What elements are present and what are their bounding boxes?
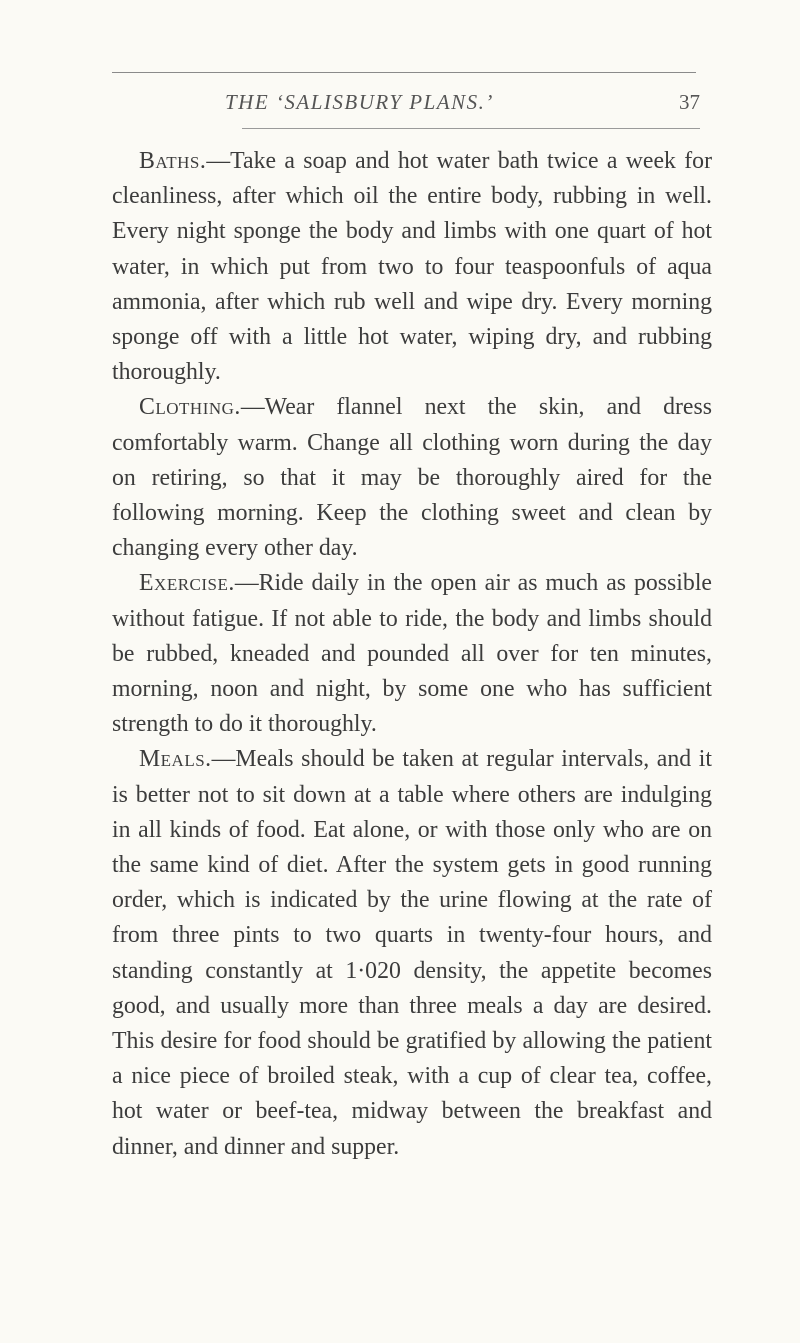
- section-heading-clothing: Clothing.: [139, 394, 241, 421]
- page-body: [112, 144, 712, 1165]
- section-text-baths: —Take a soap and hot water bath twice a week for cleanliness, after which oil the entire body, rubbing in well. Every night sponge the body and limbs with one quart of hot water, in which put from two to four teaspoonfuls of aqua ammonia, after which rub well and wipe dry. Every morning sponge off with a little hot water, wiping dry, and rubbing thoroughly.: [112, 148, 712, 386]
- running-header: [225, 90, 700, 120]
- section-text-exercise: —Ride daily in the open air as much as possible without fatigue. If not able to ride, the body and limbs should be rubbed, kneaded and pounded all over for ten minutes, morning, noon and night, by some one who has sufficient strength to do it thoroughly.: [112, 570, 712, 738]
- section-heading-baths: Baths.: [139, 148, 207, 174]
- section-heading-meals: Meals.: [139, 746, 212, 773]
- paragraph-exercise: [112, 566, 712, 742]
- paragraph-clothing: [112, 390, 712, 566]
- paragraph-baths: [112, 144, 712, 390]
- header-rule-top: [112, 72, 696, 73]
- section-text-clothing: —Wear flannel next the skin, and dress comfortably warm. Change all clothing worn during the day on retiring, so that it may be thoroughly aired for the following morning. Keep the clothing sweet and clean by changing every other day.: [112, 394, 712, 562]
- section-text-meals: —Meals should be taken at regular intervals, and it is better not to sit down at a table where others are indulging in all kinds of food. Eat alone, or with those only who are on the same kind of diet. After the system gets in good running order, which is indicated by the urine flowing at the rate of from three pints to two quarts in twenty-four hours, and standing constantly at 1·020 density, the appetite becomes good, and usually more than three meals a day are desired. This desire for food should be gratified by allowing the patient a nice piece of broiled steak, with a cup of clear tea, coffee, hot water or beef-tea, midway between the breakfast and dinner, and dinner and supper.: [112, 746, 712, 1160]
- header-rule-bottom: [242, 128, 700, 129]
- section-heading-exercise: Exercise.: [139, 570, 235, 597]
- paragraph-meals: [112, 742, 712, 1164]
- page-number: 37: [679, 90, 700, 114]
- running-head-title: THE ‘SALISBURY PLANS.’: [225, 90, 494, 114]
